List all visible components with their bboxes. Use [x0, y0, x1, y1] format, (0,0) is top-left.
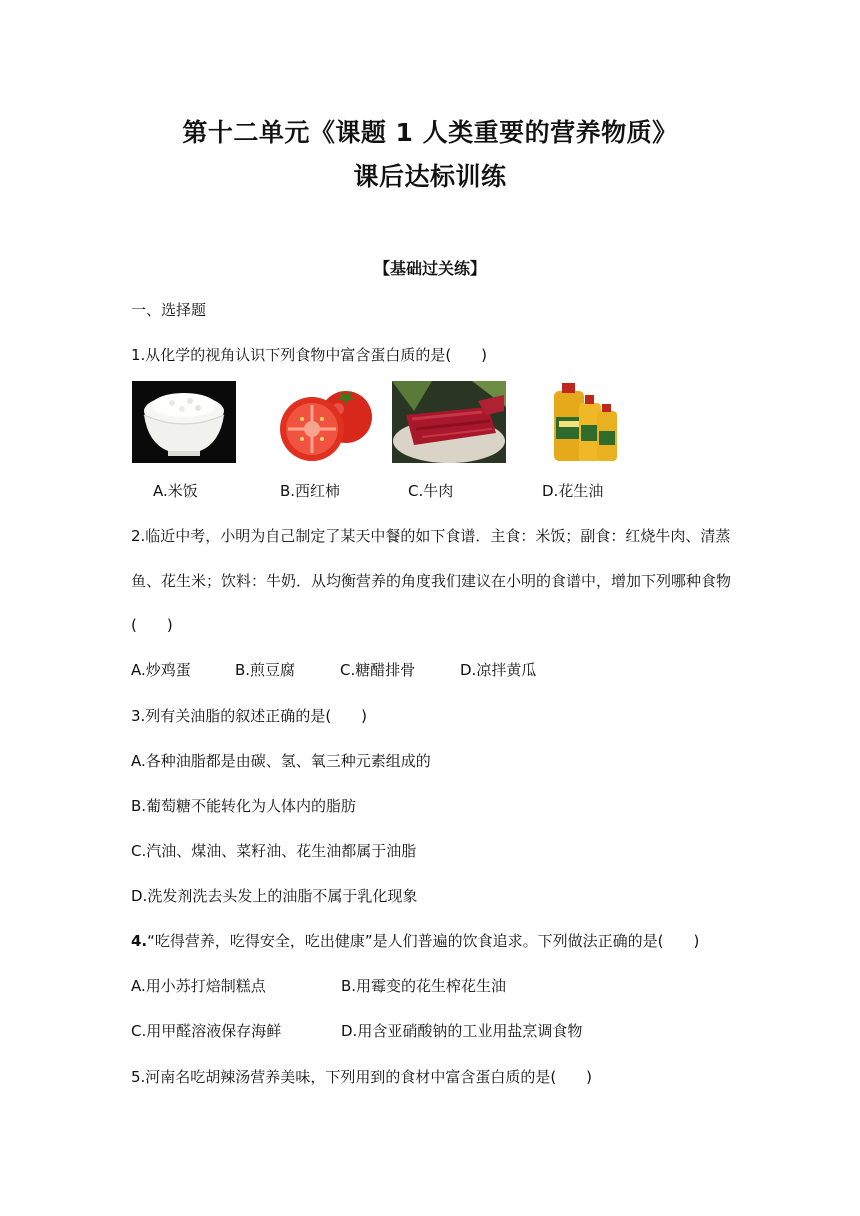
- question-3-stem: 3.列有关油脂的叙述正确的是( ): [131, 707, 368, 725]
- tomato-image: [274, 377, 378, 465]
- q4-option-a: A.用小苏打焙制糕点: [131, 977, 266, 995]
- cooking-oil-image: [551, 377, 619, 465]
- document-subtitle: 课后达标训练: [353, 162, 507, 191]
- question-4-number: 4.: [131, 932, 148, 950]
- q2-option-b: B.煎豆腐: [235, 661, 296, 679]
- q3-option-a: A.各种油脂都是由碳、氢、氧三种元素组成的: [131, 752, 431, 770]
- q3-option-c: C.汽油、煤油、菜籽油、花生油都属于油脂: [131, 842, 417, 860]
- q3-option-d: D.洗发剂洗去头发上的油脂不属于乳化现象: [131, 887, 418, 905]
- q3-option-b: B.葡萄糖不能转化为人体内的脂肪: [131, 797, 357, 815]
- q2-option-d: D.凉拌黄瓜: [460, 661, 537, 679]
- question-4-stem: [131, 930, 699, 951]
- question-2-line-3: ( ): [131, 616, 173, 634]
- question-2-line-1: 2.临近中考，小明为自己制定了某天中餐的如下食谱．主食：米饭；副食：红烧牛肉、清蒸: [131, 527, 731, 545]
- q4-option-c: C.用甲醛溶液保存海鲜: [131, 1022, 282, 1040]
- q4-option-b: B.用霉变的花生榨花生油: [341, 977, 507, 995]
- q1-option-d: D.花生油: [542, 482, 604, 500]
- document-title: 第十二单元《课题 1 人类重要的营养物质》: [182, 118, 678, 147]
- q1-option-a: A.米饭: [153, 482, 198, 500]
- section-heading: 【基础过关练】: [373, 259, 486, 278]
- question-5-stem: 5.河南名吃胡辣汤营养美味，下列用到的食材中富含蛋白质的是( ): [131, 1068, 593, 1086]
- question-2-line-2: 鱼、花生米；饮料：牛奶．从均衡营养的角度我们建议在小明的食谱中，增加下列哪种食物: [131, 572, 732, 590]
- question-4-text: “吃得营养，吃得安全，吃出健康”是人们普遍的饮食追求。下列做法正确的是( ): [147, 932, 700, 950]
- rice-bowl-image: [132, 381, 236, 463]
- q2-option-c: C.糖醋排骨: [340, 661, 416, 679]
- q2-option-a: A.炒鸡蛋: [131, 661, 191, 679]
- question-1-stem: 1.从化学的视角认识下列食物中富含蛋白质的是( ): [131, 346, 488, 364]
- q4-option-d: D.用含亚硝酸钠的工业用盐烹调食物: [341, 1022, 583, 1040]
- part-heading: 一、选择题: [131, 301, 207, 319]
- beef-image: [392, 381, 506, 463]
- q1-option-b: B.西红柿: [280, 482, 341, 500]
- q1-option-c: C.牛肉: [408, 482, 454, 500]
